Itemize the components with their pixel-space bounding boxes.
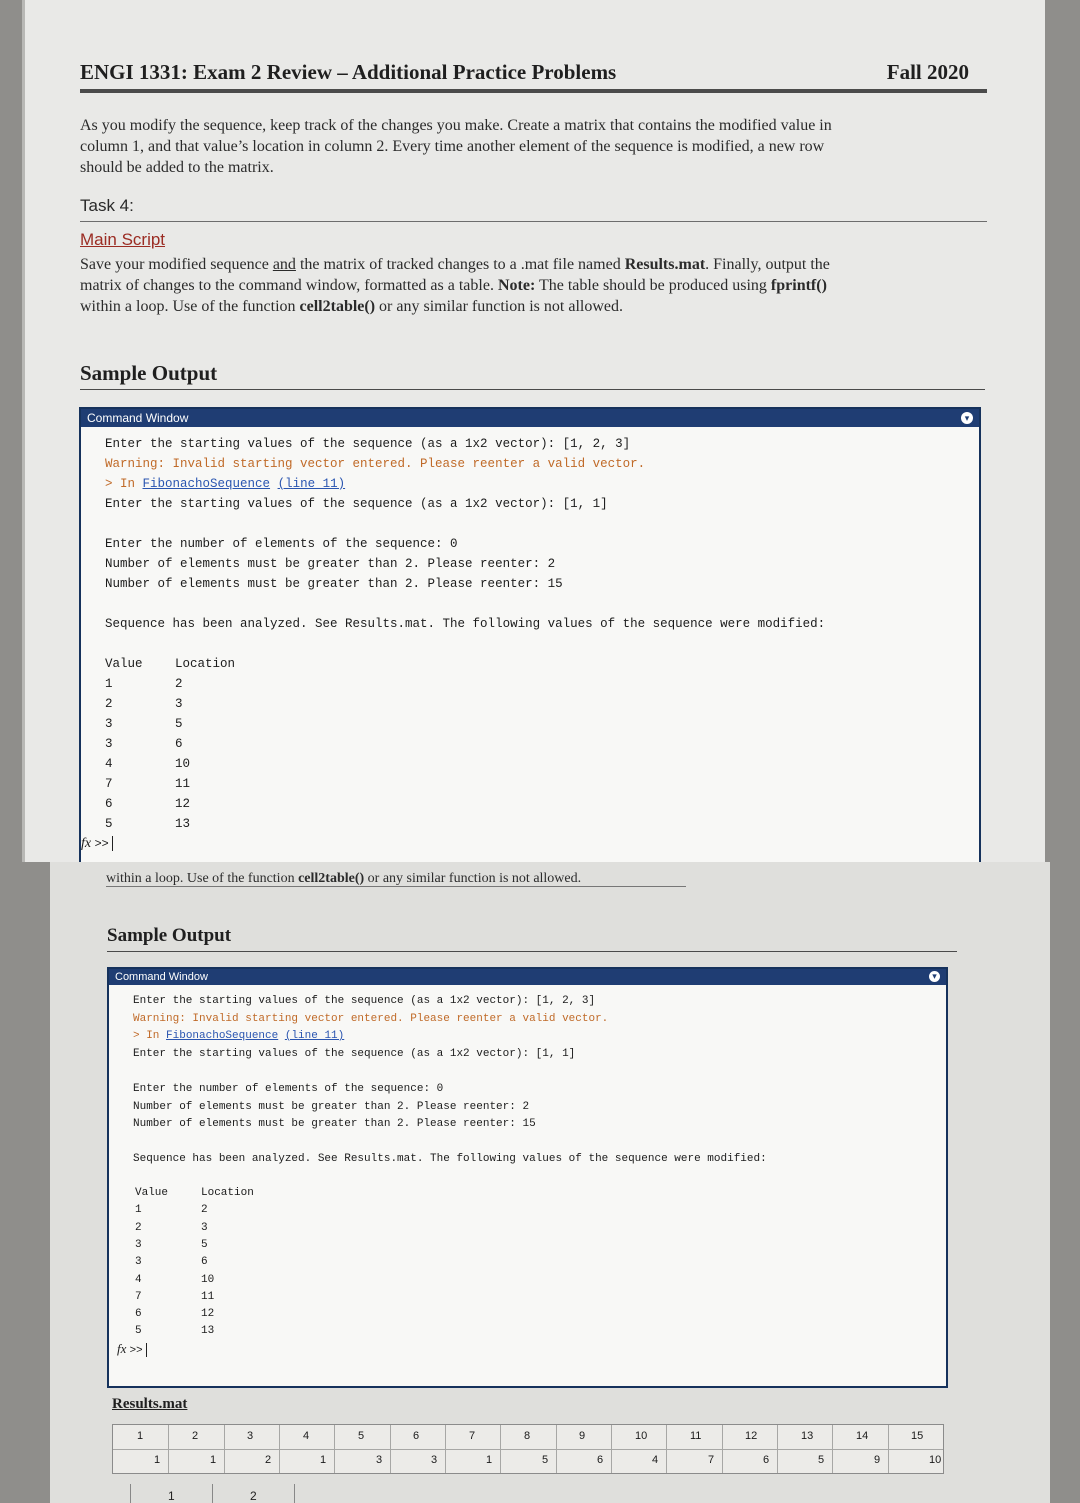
table-header-value: Value: [105, 657, 143, 671]
grid-column-header[interactable]: 7: [469, 1430, 476, 1442]
grid-cell[interactable]: 9: [874, 1454, 881, 1466]
text: matrix of changes to the command window, formatted as a table.: [80, 277, 498, 294]
console-line: Enter the number of elements of the sequence: 0: [133, 1083, 444, 1095]
table-cell-location: 3: [175, 697, 183, 711]
intro-paragraph: [80, 115, 832, 178]
table-cell-value: 1: [135, 1204, 142, 1217]
sample-output-rule-2: [107, 951, 957, 952]
page-header: [80, 58, 985, 88]
console-line: Number of elements must be greater than 2. Please reenter: 15: [133, 1118, 536, 1130]
bottom-label: 2: [250, 1489, 257, 1503]
text: and: [272, 256, 296, 273]
grid-column-header[interactable]: 8: [524, 1430, 531, 1442]
grid-column-divider: [611, 1425, 612, 1473]
grid-cell[interactable]: 3: [431, 1454, 438, 1466]
table-header-value: Value: [135, 1187, 169, 1199]
grid-column-header[interactable]: 3: [247, 1430, 254, 1442]
function-link[interactable]: FibonachoSequence: [166, 1030, 279, 1042]
grid-column-header[interactable]: 13: [801, 1430, 814, 1442]
line-link[interactable]: (line 11): [277, 477, 346, 491]
table-cell-value: 7: [135, 1290, 142, 1303]
table-cell-value: 5: [135, 1325, 142, 1338]
grid-column-header[interactable]: 4: [303, 1430, 310, 1442]
text: within a loop. Use of the function: [106, 871, 299, 886]
table-cell-value: 3: [105, 717, 113, 731]
grid-cell[interactable]: 5: [542, 1454, 549, 1466]
grid-column-divider: [224, 1425, 225, 1473]
results-mat-title: Results.mat: [112, 1396, 188, 1412]
function-name: cell2table(): [298, 871, 365, 886]
results-grid[interactable]: [112, 1424, 944, 1474]
grid-cell[interactable]: 1: [486, 1454, 493, 1466]
task-label: Task 4:: [80, 196, 134, 215]
command-prompt[interactable]: [117, 1341, 147, 1357]
grid-cell[interactable]: 2: [265, 1454, 272, 1466]
grid-cell[interactable]: 4: [652, 1454, 659, 1466]
table-cell-value: 7: [105, 777, 113, 791]
text: Save your modified sequence: [80, 256, 273, 273]
grid-column-header[interactable]: 5: [358, 1430, 365, 1442]
grid-column-header[interactable]: 1: [137, 1430, 144, 1442]
task-rule: [80, 221, 987, 222]
command-window-title: Command Window: [87, 411, 189, 425]
table-cell-value: 4: [135, 1273, 142, 1286]
grid-column-divider: [168, 1425, 169, 1473]
grid-column-divider: [334, 1425, 335, 1473]
table-cell-location: 10: [175, 757, 191, 771]
console-line: Number of elements must be greater than 2. Please reenter: 2: [105, 557, 556, 571]
results-file-name: Results.mat: [624, 256, 706, 273]
command-window-titlebar: [81, 409, 979, 427]
command-window[interactable]: [79, 407, 981, 864]
grid-cell[interactable]: 1: [320, 1454, 327, 1466]
text-cursor: [146, 1343, 147, 1357]
table-cell-location: 2: [175, 677, 183, 691]
command-window-title: Command Window: [115, 971, 208, 983]
table-cell-value: 6: [105, 797, 113, 811]
function-link[interactable]: FibonachoSequence: [142, 477, 271, 491]
grid-cell[interactable]: 10: [929, 1454, 942, 1466]
note-label: Note:: [497, 277, 536, 294]
table-cell-location: 5: [175, 717, 183, 731]
table-cell-value: 4: [105, 757, 113, 771]
grid-line: [130, 1484, 131, 1503]
grid-column-header[interactable]: 10: [635, 1430, 648, 1442]
stack-trace-line: [105, 477, 345, 491]
grid-line: [212, 1484, 213, 1503]
grid-column-divider: [279, 1425, 280, 1473]
prompt-arrows: >>: [129, 1344, 143, 1356]
sample-output-heading: Sample Output: [80, 361, 218, 385]
table-header-location: Location: [201, 1187, 254, 1199]
console-line: Enter the starting values of the sequence (as a 1x2 vector): [1, 2, 3]: [105, 437, 631, 451]
table-cell-location: 2: [201, 1204, 208, 1217]
console-line: Sequence has been analyzed. See Results.mat. The following values of the sequence were modified:: [105, 617, 826, 631]
grid-column-divider: [722, 1425, 723, 1473]
console-line: Enter the number of elements of the sequence: 0: [105, 537, 458, 551]
table-cell-location: 13: [175, 817, 191, 831]
console-line: Number of elements must be greater than 2. Please reenter: 2: [133, 1101, 530, 1113]
console-line: Enter the starting values of the sequence (as a 1x2 vector): [1, 2, 3]: [133, 995, 596, 1007]
grid-column-header[interactable]: 15: [911, 1430, 924, 1442]
grid-column-header[interactable]: 14: [856, 1430, 869, 1442]
grid-divider: [113, 1449, 943, 1450]
command-window-2[interactable]: [107, 967, 948, 1388]
grid-column-divider: [500, 1425, 501, 1473]
grid-column-divider: [888, 1425, 889, 1473]
warning-line: Warning: Invalid starting vector entered. Please reenter a valid vector.: [133, 1013, 609, 1025]
table-cell-location: 10: [201, 1273, 215, 1286]
table-cell-value: 1: [105, 677, 113, 691]
warning-line: Warning: Invalid starting vector entered. Please reenter a valid vector.: [105, 457, 646, 471]
intro-line: should be added to the matrix.: [80, 159, 274, 176]
grid-cell[interactable]: 6: [763, 1454, 770, 1466]
text: or any similar function is not allowed.: [364, 871, 582, 886]
prompt-arrows: >>: [94, 836, 109, 850]
text: within a loop. Use of the function: [80, 298, 300, 315]
grid-column-divider: [445, 1425, 446, 1473]
text-cursor: [112, 836, 113, 851]
header-term: Fall 2020: [886, 60, 969, 84]
line-link[interactable]: (line 11): [284, 1030, 345, 1042]
table-cell-value: 3: [135, 1256, 142, 1269]
intro-line: column 1, and that value’s location in column 2. Every time another element of the sequence is modified, a new row: [80, 138, 825, 155]
main-script-paragraph: [80, 254, 830, 317]
stack-trace-line: [133, 1030, 344, 1042]
grid-line: [294, 1484, 295, 1503]
fx-icon: fx: [117, 1341, 127, 1356]
table-cell-location: 11: [201, 1290, 215, 1303]
grid-cell[interactable]: 1: [154, 1454, 161, 1466]
table-cell-location: 6: [201, 1256, 208, 1269]
grid-column-header[interactable]: 11: [690, 1430, 702, 1442]
table-header-location: Location: [175, 657, 236, 671]
menu-icon[interactable]: ▾: [961, 412, 973, 424]
function-name: fprintf(): [770, 277, 827, 294]
console-line: Sequence has been analyzed. See Results.mat. The following values of the sequence were modified:: [133, 1153, 767, 1165]
table-cell-location: 12: [201, 1308, 215, 1321]
grid-column-header[interactable]: 12: [745, 1430, 758, 1442]
table-cell-value: 2: [135, 1221, 142, 1234]
grid-cell[interactable]: 3: [376, 1454, 383, 1466]
table-cell-location: 3: [201, 1221, 208, 1234]
grid-column-divider: [556, 1425, 557, 1473]
table-cell-location: 11: [175, 777, 191, 791]
table-cell-location: 12: [175, 797, 191, 811]
grid-cell[interactable]: 6: [597, 1454, 604, 1466]
header-rule: [80, 89, 987, 93]
grid-column-header[interactable]: 9: [579, 1430, 586, 1442]
text: > In: [133, 1030, 167, 1042]
table-cell-value: 6: [135, 1308, 142, 1321]
table-cell-location: 5: [201, 1238, 208, 1251]
grid-column-divider: [390, 1425, 391, 1473]
grid-column-divider: [777, 1425, 778, 1473]
table-cell-value: 3: [135, 1238, 142, 1251]
grid-cell[interactable]: 1: [210, 1454, 217, 1466]
main-script-heading: Main Script: [80, 230, 166, 249]
grid-column-header[interactable]: 6: [413, 1430, 420, 1442]
text: or any similar function is not allowed.: [375, 298, 623, 315]
intro-line: As you modify the sequence, keep track of the changes you make. Create a matrix that contains the modified value in: [80, 117, 832, 134]
table-cell-value: 3: [105, 737, 113, 751]
console-line: Enter the starting values of the sequence (as a 1x2 vector): [1, 1]: [133, 1048, 576, 1060]
text: The table should be produced using: [535, 277, 771, 294]
header-title: ENGI 1331: Exam 2 Review – Additional Practice Problems: [80, 60, 617, 84]
command-prompt[interactable]: [81, 836, 113, 852]
table-cell-value: 2: [105, 697, 113, 711]
grid-cell[interactable]: 7: [708, 1454, 715, 1466]
overlap-underline: [106, 886, 686, 887]
table-cell-value: 5: [105, 817, 113, 831]
table-cell-location: 13: [201, 1325, 215, 1338]
menu-icon[interactable]: ▾: [929, 971, 940, 982]
sample-output-heading-2: Sample Output: [107, 925, 232, 946]
console-line: Enter the starting values of the sequence (as a 1x2 vector): [1, 1]: [105, 497, 608, 511]
sample-output-rule: [80, 389, 985, 390]
text: the matrix of tracked changes to a .mat file named: [295, 256, 625, 273]
text: . Finally, output the: [705, 256, 830, 273]
command-window-titlebar: [109, 969, 946, 985]
grid-cell[interactable]: 5: [818, 1454, 825, 1466]
console-line: Number of elements must be greater than 2. Please reenter: 15: [105, 577, 563, 591]
grid-column-header[interactable]: 2: [192, 1430, 199, 1442]
grid-column-divider: [832, 1425, 833, 1473]
bottom-label: 1: [168, 1489, 175, 1503]
grid-column-divider: [666, 1425, 667, 1473]
fx-icon: fx: [81, 836, 92, 851]
table-cell-location: 6: [175, 737, 183, 751]
function-name: cell2table(): [299, 298, 376, 315]
text: > In: [105, 477, 143, 491]
